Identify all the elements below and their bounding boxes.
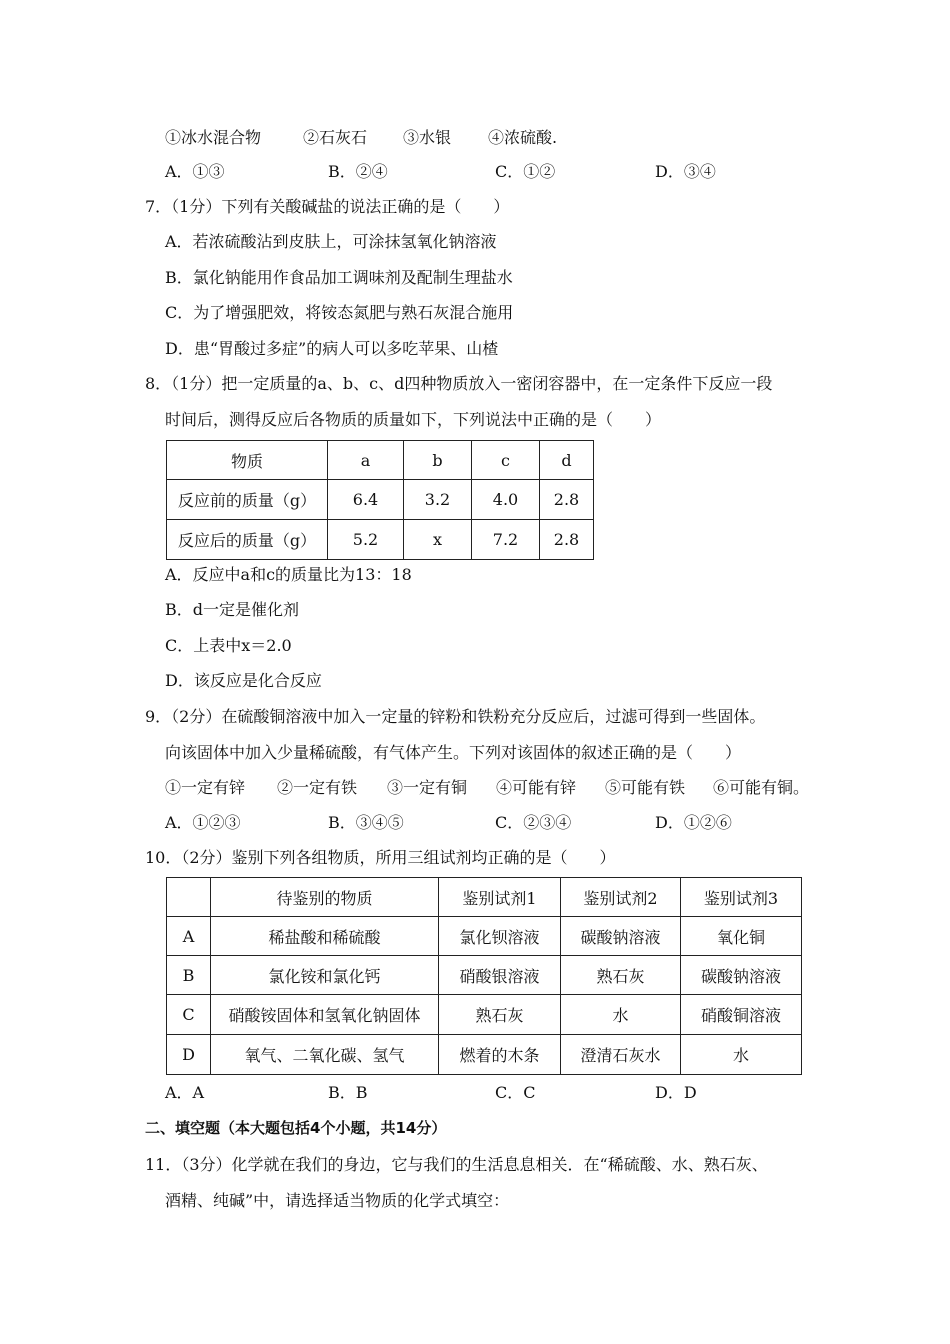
q6-option-a: A．①③ — [165, 162, 225, 181]
q10-header-cell — [167, 878, 211, 917]
q10-cell: 稀盐酸和稀硫酸 — [211, 917, 439, 956]
q10-header-cell: 鉴别试剂2 — [561, 878, 681, 917]
table-row — [167, 480, 594, 520]
q9-option-c: C．②③④ — [495, 813, 572, 832]
q6-option-d: D．③④ — [655, 162, 716, 181]
q10-cell: 氧气、二氧化碳、氢气 — [211, 1035, 439, 1075]
q10-cell: 硝酸铜溶液 — [681, 995, 802, 1035]
q9-item-1: ①一定有锌 — [165, 778, 246, 797]
q8-option-a: A．反应中a和c的质量比为13：18 — [165, 565, 412, 584]
q8-option-c: C．上表中x＝2.0 — [165, 636, 292, 655]
q8-cell: 2.8 — [540, 480, 594, 520]
q8-cell: 4.0 — [472, 480, 540, 520]
table-row — [167, 917, 802, 956]
q8-stem-line-1: 8．（1分）把一定质量的a、b、c、d四种物质放入一密闭容器中，在一定条件下反应一段 — [145, 374, 773, 393]
section-heading: 二、填空题（本大题包括4个小题，共14分） — [145, 1119, 447, 1137]
q10-table-header-row — [167, 878, 802, 917]
q6-item-3: ③水银 — [403, 128, 452, 147]
q9-option-b: B．③④⑤ — [328, 813, 404, 832]
q10-cell: C — [167, 995, 211, 1035]
q8-cell: 7.2 — [472, 520, 540, 560]
q6-option-c: C．①② — [495, 162, 556, 181]
q8-option-d: D．该反应是化合反应 — [165, 671, 322, 690]
q10-cell: 水 — [561, 995, 681, 1035]
q10-cell: 硝酸银溶液 — [439, 956, 561, 995]
q10-cell: 氯化铵和氯化钙 — [211, 956, 439, 995]
q7-option-d: D．患“胃酸过多症”的病人可以多吃苹果、山楂 — [165, 339, 499, 358]
q10-option-a: A．A — [165, 1083, 205, 1102]
q8-cell: 6.4 — [328, 480, 404, 520]
q8-table-header-row — [167, 441, 594, 480]
q10-cell: 熟石灰 — [561, 956, 681, 995]
q10-cell: 熟石灰 — [439, 995, 561, 1035]
q9-option-d: D．①②⑥ — [655, 813, 732, 832]
table-row — [167, 520, 594, 560]
q8-mass-table — [166, 440, 594, 560]
q8-option-b: B．d一定是催化剂 — [165, 600, 300, 619]
q7-option-c: C．为了增强肥效，将铵态氮肥与熟石灰混合施用 — [165, 303, 514, 322]
table-row — [167, 1035, 802, 1075]
q9-stem-line-1: 9．（2分）在硫酸铜溶液中加入一定量的锌粉和铁粉充分反应后，过滤可得到一些固体。 — [145, 707, 766, 726]
q10-reagent-table — [166, 877, 802, 1075]
q9-stem-line-2: 向该固体中加入少量稀硫酸，有气体产生。下列对该固体的叙述正确的是（ ） — [165, 743, 742, 762]
q9-item-5: ⑤可能有铁 — [605, 778, 686, 797]
q8-header-cell: a — [328, 441, 404, 480]
q10-cell: 硝酸铵固体和氢氧化钠固体 — [211, 995, 439, 1035]
q10-header-cell: 待鉴别的物质 — [211, 878, 439, 917]
q8-header-cell: b — [404, 441, 472, 480]
q8-cell: 反应前的质量（g） — [167, 480, 328, 520]
q9-item-3: ③一定有铜 — [387, 778, 468, 797]
q7-option-a: A．若浓硫酸沾到皮肤上，可涂抹氢氧化钠溶液 — [165, 232, 497, 251]
q8-cell: 2.8 — [540, 520, 594, 560]
q7-option-b: B．氯化钠能用作食品加工调味剂及配制生理盐水 — [165, 268, 513, 287]
q9-item-6: ⑥可能有铜。 — [713, 778, 810, 797]
q9-option-a: A．①②③ — [165, 813, 241, 832]
q10-cell: 水 — [681, 1035, 802, 1075]
q6-item-1: ①冰水混合物 — [165, 128, 262, 147]
q10-cell: 氯化钡溶液 — [439, 917, 561, 956]
q9-item-2: ②一定有铁 — [277, 778, 358, 797]
q10-header-cell: 鉴别试剂1 — [439, 878, 561, 917]
q6-option-b: B．②④ — [328, 162, 388, 181]
q10-option-c: C．C — [495, 1083, 536, 1102]
q10-cell: 碳酸钠溶液 — [681, 956, 802, 995]
q7-stem: 7．（1分）下列有关酸碱盐的说法正确的是（ ） — [145, 197, 510, 216]
q10-cell: A — [167, 917, 211, 956]
q10-stem: 10．（2分）鉴别下列各组物质，所用三组试剂均正确的是（ ） — [145, 848, 616, 867]
q8-cell: x — [404, 520, 472, 560]
q10-cell: B — [167, 956, 211, 995]
q8-cell: 反应后的质量（g） — [167, 520, 328, 560]
q8-cell: 3.2 — [404, 480, 472, 520]
q8-header-cell: 物质 — [167, 441, 328, 480]
q8-cell: 5.2 — [328, 520, 404, 560]
q6-item-4: ④浓硫酸. — [488, 128, 558, 147]
q8-stem-line-2: 时间后，测得反应后各物质的质量如下，下列说法中正确的是（ ） — [165, 410, 662, 429]
q10-cell: 澄清石灰水 — [561, 1035, 681, 1075]
q11-stem-line-2: 酒精、纯碱”中，请选择适当物质的化学式填空： — [165, 1191, 510, 1210]
q10-header-cell: 鉴别试剂3 — [681, 878, 802, 917]
q11-stem-line-1: 11．（3分）化学就在我们的身边，它与我们的生活息息相关．在“稀硫酸、水、熟石灰、 — [145, 1155, 768, 1174]
q10-option-b: B．B — [328, 1083, 368, 1102]
q8-header-cell: c — [472, 441, 540, 480]
q10-option-d: D．D — [655, 1083, 697, 1102]
q6-item-2: ②石灰石 — [303, 128, 368, 147]
q10-cell: D — [167, 1035, 211, 1075]
table-row — [167, 956, 802, 995]
q9-item-4: ④可能有锌 — [496, 778, 577, 797]
q10-cell: 碳酸钠溶液 — [561, 917, 681, 956]
q10-cell: 氧化铜 — [681, 917, 802, 956]
q10-cell: 燃着的木条 — [439, 1035, 561, 1075]
table-row — [167, 995, 802, 1035]
q8-header-cell: d — [540, 441, 594, 480]
